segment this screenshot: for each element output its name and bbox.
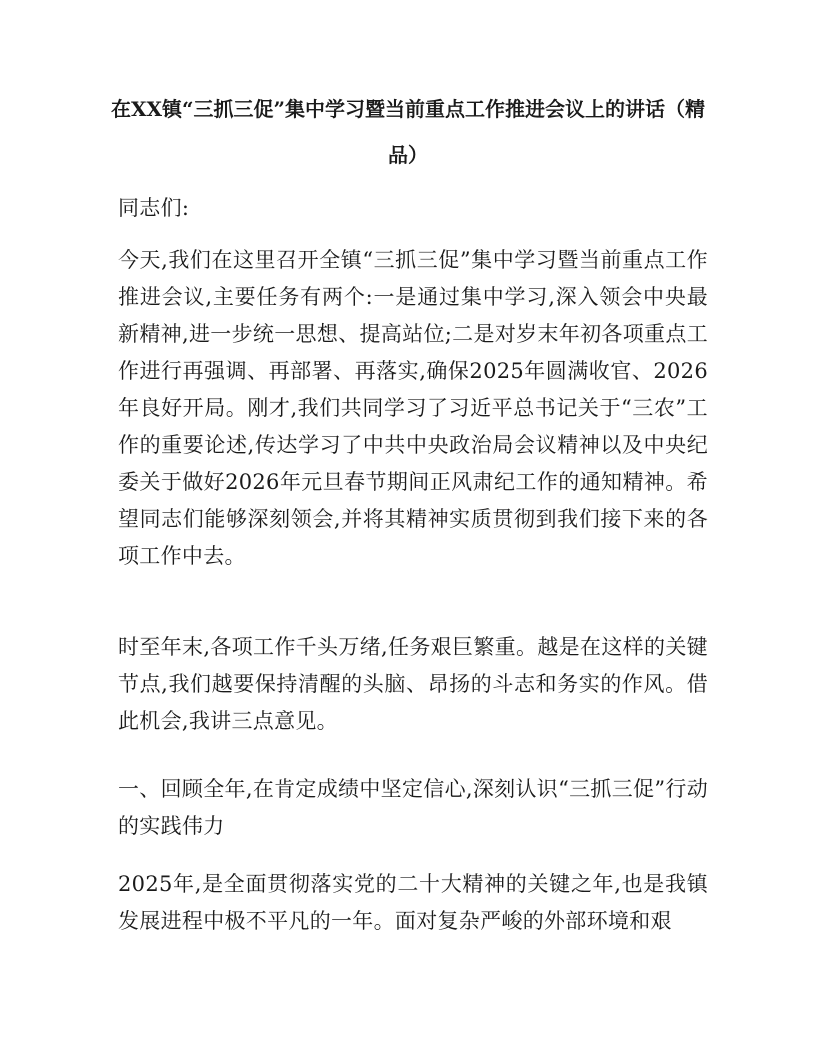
salutation: 同志们: [118, 196, 190, 220]
section-heading-one: 一、回顾全年,在肯定成绩中坚定信心,深刻认识“三抓三促”行动的实践伟力 [118, 777, 708, 838]
paragraph-intro: 今天,我们在这里召开全镇“三抓三促”集中学习暨当前重点工作推进会议,主要任务有两个:一是通过集中学习,深入领会中央最新精神,进一步统一思想、提高站位;二是对岁末年初各项重点工作进行再强调、再部署、再落实,确保2025年圆满收官、2026年良好开局。刚才,我们共同学习了习近平总书记关于“三农”工作的重要论述,传达学习了中共中央政治局会议精神以及中央纪委关于做好2026年元旦春节期间正风肃纪工作的通知精神。希望同志们能够深刻领会,并将其精神实质贯彻到我们接下来的各项工作中去。 [118, 248, 708, 568]
document-title: 在XX镇“三抓三促”集中学习暨当前重点工作推进会议上的讲话（精品） [110, 97, 706, 167]
paragraph-review: 2025年,是全面贯彻落实党的二十大精神的关键之年,也是我镇发展进程中极不平凡的一年。面对复杂严峻的外部环境和艰 [118, 872, 708, 933]
paragraph-key-points: 时至年末,各项工作千头万绪,任务艰巨繁重。越是在这样的关键节点,我们越要保持清醒的头脑、昂扬的斗志和务实的作风。借此机会,我讲三点意见。 [118, 635, 708, 733]
